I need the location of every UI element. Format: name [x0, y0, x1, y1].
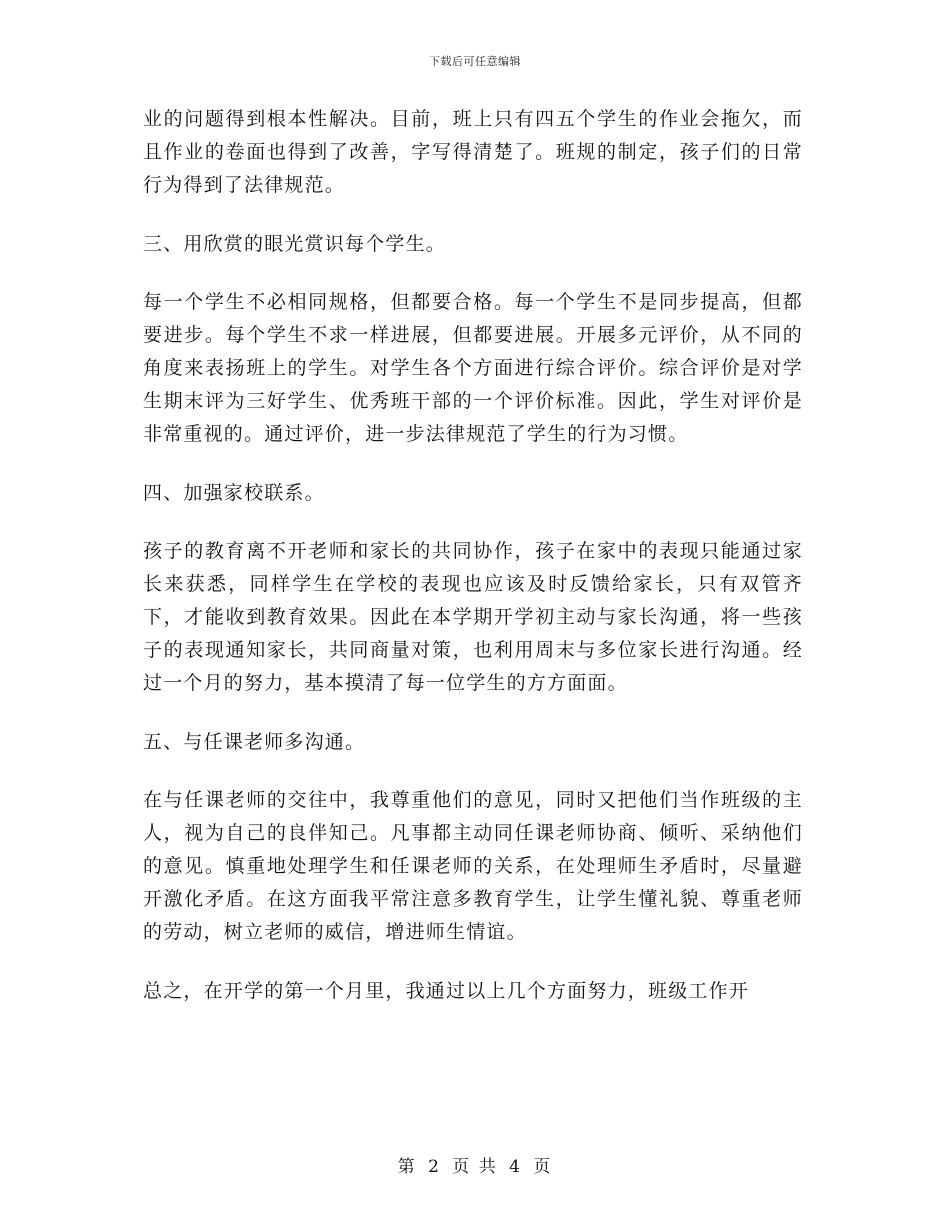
- footer-prefix: 第: [397, 1157, 417, 1177]
- page-header: 下载后可任意编辑: [429, 55, 521, 68]
- footer-current-page: 2: [428, 1157, 441, 1177]
- footer-total-pages: 4: [509, 1157, 522, 1177]
- paragraph-appreciation: 每一个学生不必相同规格，但都要合格。每一个学生不是同步提高，但都要进步。每个学生不求一样进展，但都要进展。开展多元评价，从不同的角度来表扬班上的学生。对学生各个方面进行综合评价。综合评价是对学生期末评为三好学生、优秀班干部的一个评价标准。因此，学生对评价是非常重视的。通过评价，进一步法律规范了学生的行为习惯。: [143, 291, 803, 445]
- paragraph-summary: 总之，在开学的第一个月里，我通过以上几个方面努力，班级工作开: [143, 980, 750, 1002]
- paragraph-home-school: 孩子的教育离不开老师和家长的共同协作，孩子在家中的表现只能通过家长来获悉，同样学生在学校的表现也应该及时反馈给家长，只有双管齐下，才能收到教育效果。因此在本学期开学初主动与家长沟通，将一些孩子的表现通知家长，共同商量对策，也利用周末与多位家长进行沟通。经过一个月的努力，基本摸清了每一位学生的方方面面。: [143, 540, 803, 694]
- section-heading-3: 三、用欣赏的眼光赏识每个学生。: [143, 233, 447, 255]
- paragraph-continuation: 业的问题得到根本性解决。目前，班上只有四五个学生的作业会拖欠，而且作业的卷面也得到了改善，字写得清楚了。班规的制定，孩子们的日常行为得到了法律规范。: [143, 108, 803, 196]
- section-heading-4: 四、加强家校联系。: [143, 482, 325, 504]
- footer-suffix: 页: [533, 1157, 553, 1177]
- page-footer: [0, 1152, 950, 1177]
- footer-middle: 页 共: [452, 1157, 498, 1177]
- paragraph-teachers: 在与任课老师的交往中，我尊重他们的意见，同时又把他们当作班级的主人，视为自己的良伴知己。凡事都主动同任课老师协商、倾听、采纳他们的意见。慎重地处理学生和任课老师的关系，在处理师生矛盾时，尽量避开激化矛盾。在这方面我平常注意多教育学生，让学生懂礼貌、尊重老师的劳动，树立老师的威信，增进师生情谊。: [143, 789, 803, 943]
- document-body: [143, 103, 803, 1034]
- section-heading-5: 五、与任课老师多沟通。: [143, 731, 366, 753]
